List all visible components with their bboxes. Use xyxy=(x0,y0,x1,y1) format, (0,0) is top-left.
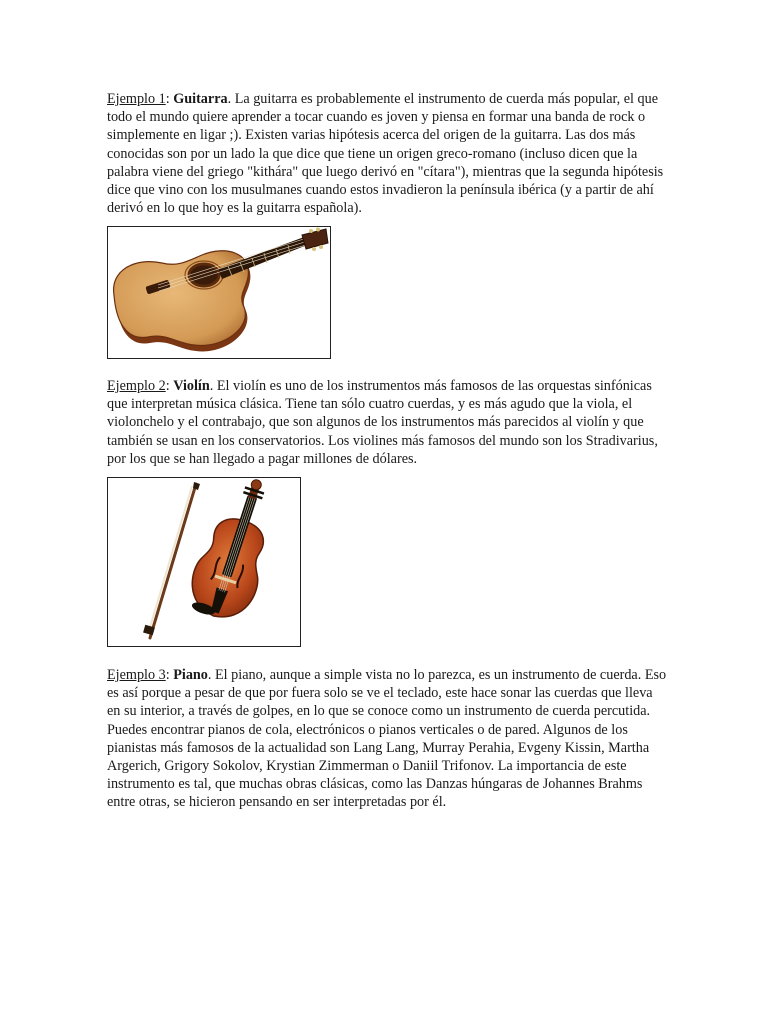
violin-image xyxy=(107,477,301,647)
paragraph-guitarra xyxy=(107,90,667,217)
section-violin xyxy=(107,377,667,468)
label-separator: : xyxy=(165,378,174,394)
section-guitarra xyxy=(107,90,667,217)
example-label: Ejemplo 1 xyxy=(107,91,166,107)
instrument-name: Guitarra xyxy=(173,91,228,107)
paragraph-violin xyxy=(107,377,667,468)
example-label: Ejemplo 3 xyxy=(107,667,166,683)
paragraph-piano xyxy=(107,666,667,812)
instrument-name: Piano xyxy=(173,667,208,683)
instrument-name: Violín xyxy=(173,378,210,394)
violin-icon xyxy=(108,478,300,646)
guitar-icon xyxy=(108,227,330,358)
paragraph-body: . El violín es uno de los instrumentos más famosos de las orquestas sinfónicas que interpretan música clásica. Tiene tan sólo cuatro cuerdas, y es más agudo que la viola, el violonchelo y el contrabajo, que son algunos de los instrumentos más parecidos al violín y que también se usan en los conservatorios. Los violines más famosos del mundo son los Stradivarius, por los que se han llegado a pagar millones de dólares. xyxy=(107,378,658,467)
paragraph-body: . La guitarra es probablemente el instrumento de cuerda más popular, el que todo el mundo quiere aprender a tocar cuando es joven y piensa en formar una banda de rock o simplemente en ligar ;). Existen varias hipótesis acerca del origen de la guitarra. Las dos más conocidas son por un lado la que dice que tiene un origen greco-romano (incluso dicen que la palabra viene del griego "kithára" que luego derivó en "cítara"), mientras que la segunda hipótesis dice que vino con los musulmanes cuando estos invadieron la península ibérica (y a partir de ahí derivó en lo que hoy es la guitarra española). xyxy=(107,91,664,217)
paragraph-body: . El piano, aunque a simple vista no lo parezca, es un instrumento de cuerda. Eso es así porque a pesar de que por fuera solo se ve el teclado, este hace sonar las cuerdas que lleva en su interior, a través de golpes, en lo que se conoce como un instrumento de cuerda percutida. Puedes encontrar pianos de cola, electrónicos o pianos verticales o de pared. Algunos de los pianistas más famosos de la actualidad son Lang Lang, Murray Perahia, Evgeny Kissin, Martha Argerich, Grigory Sokolov, Krystian Zimmerman o Daniil Trifonov. La importancia de este instrumento es tal, que muchas obras clásicas, como las Danzas húngaras de Johannes Brahms entre otras, se hicieron pensando en ser interpretadas por él. xyxy=(107,667,667,811)
label-separator: : xyxy=(165,91,174,107)
guitar-image xyxy=(107,226,331,359)
label-separator: : xyxy=(165,667,174,683)
section-piano xyxy=(107,666,667,812)
example-label: Ejemplo 2 xyxy=(107,378,166,394)
